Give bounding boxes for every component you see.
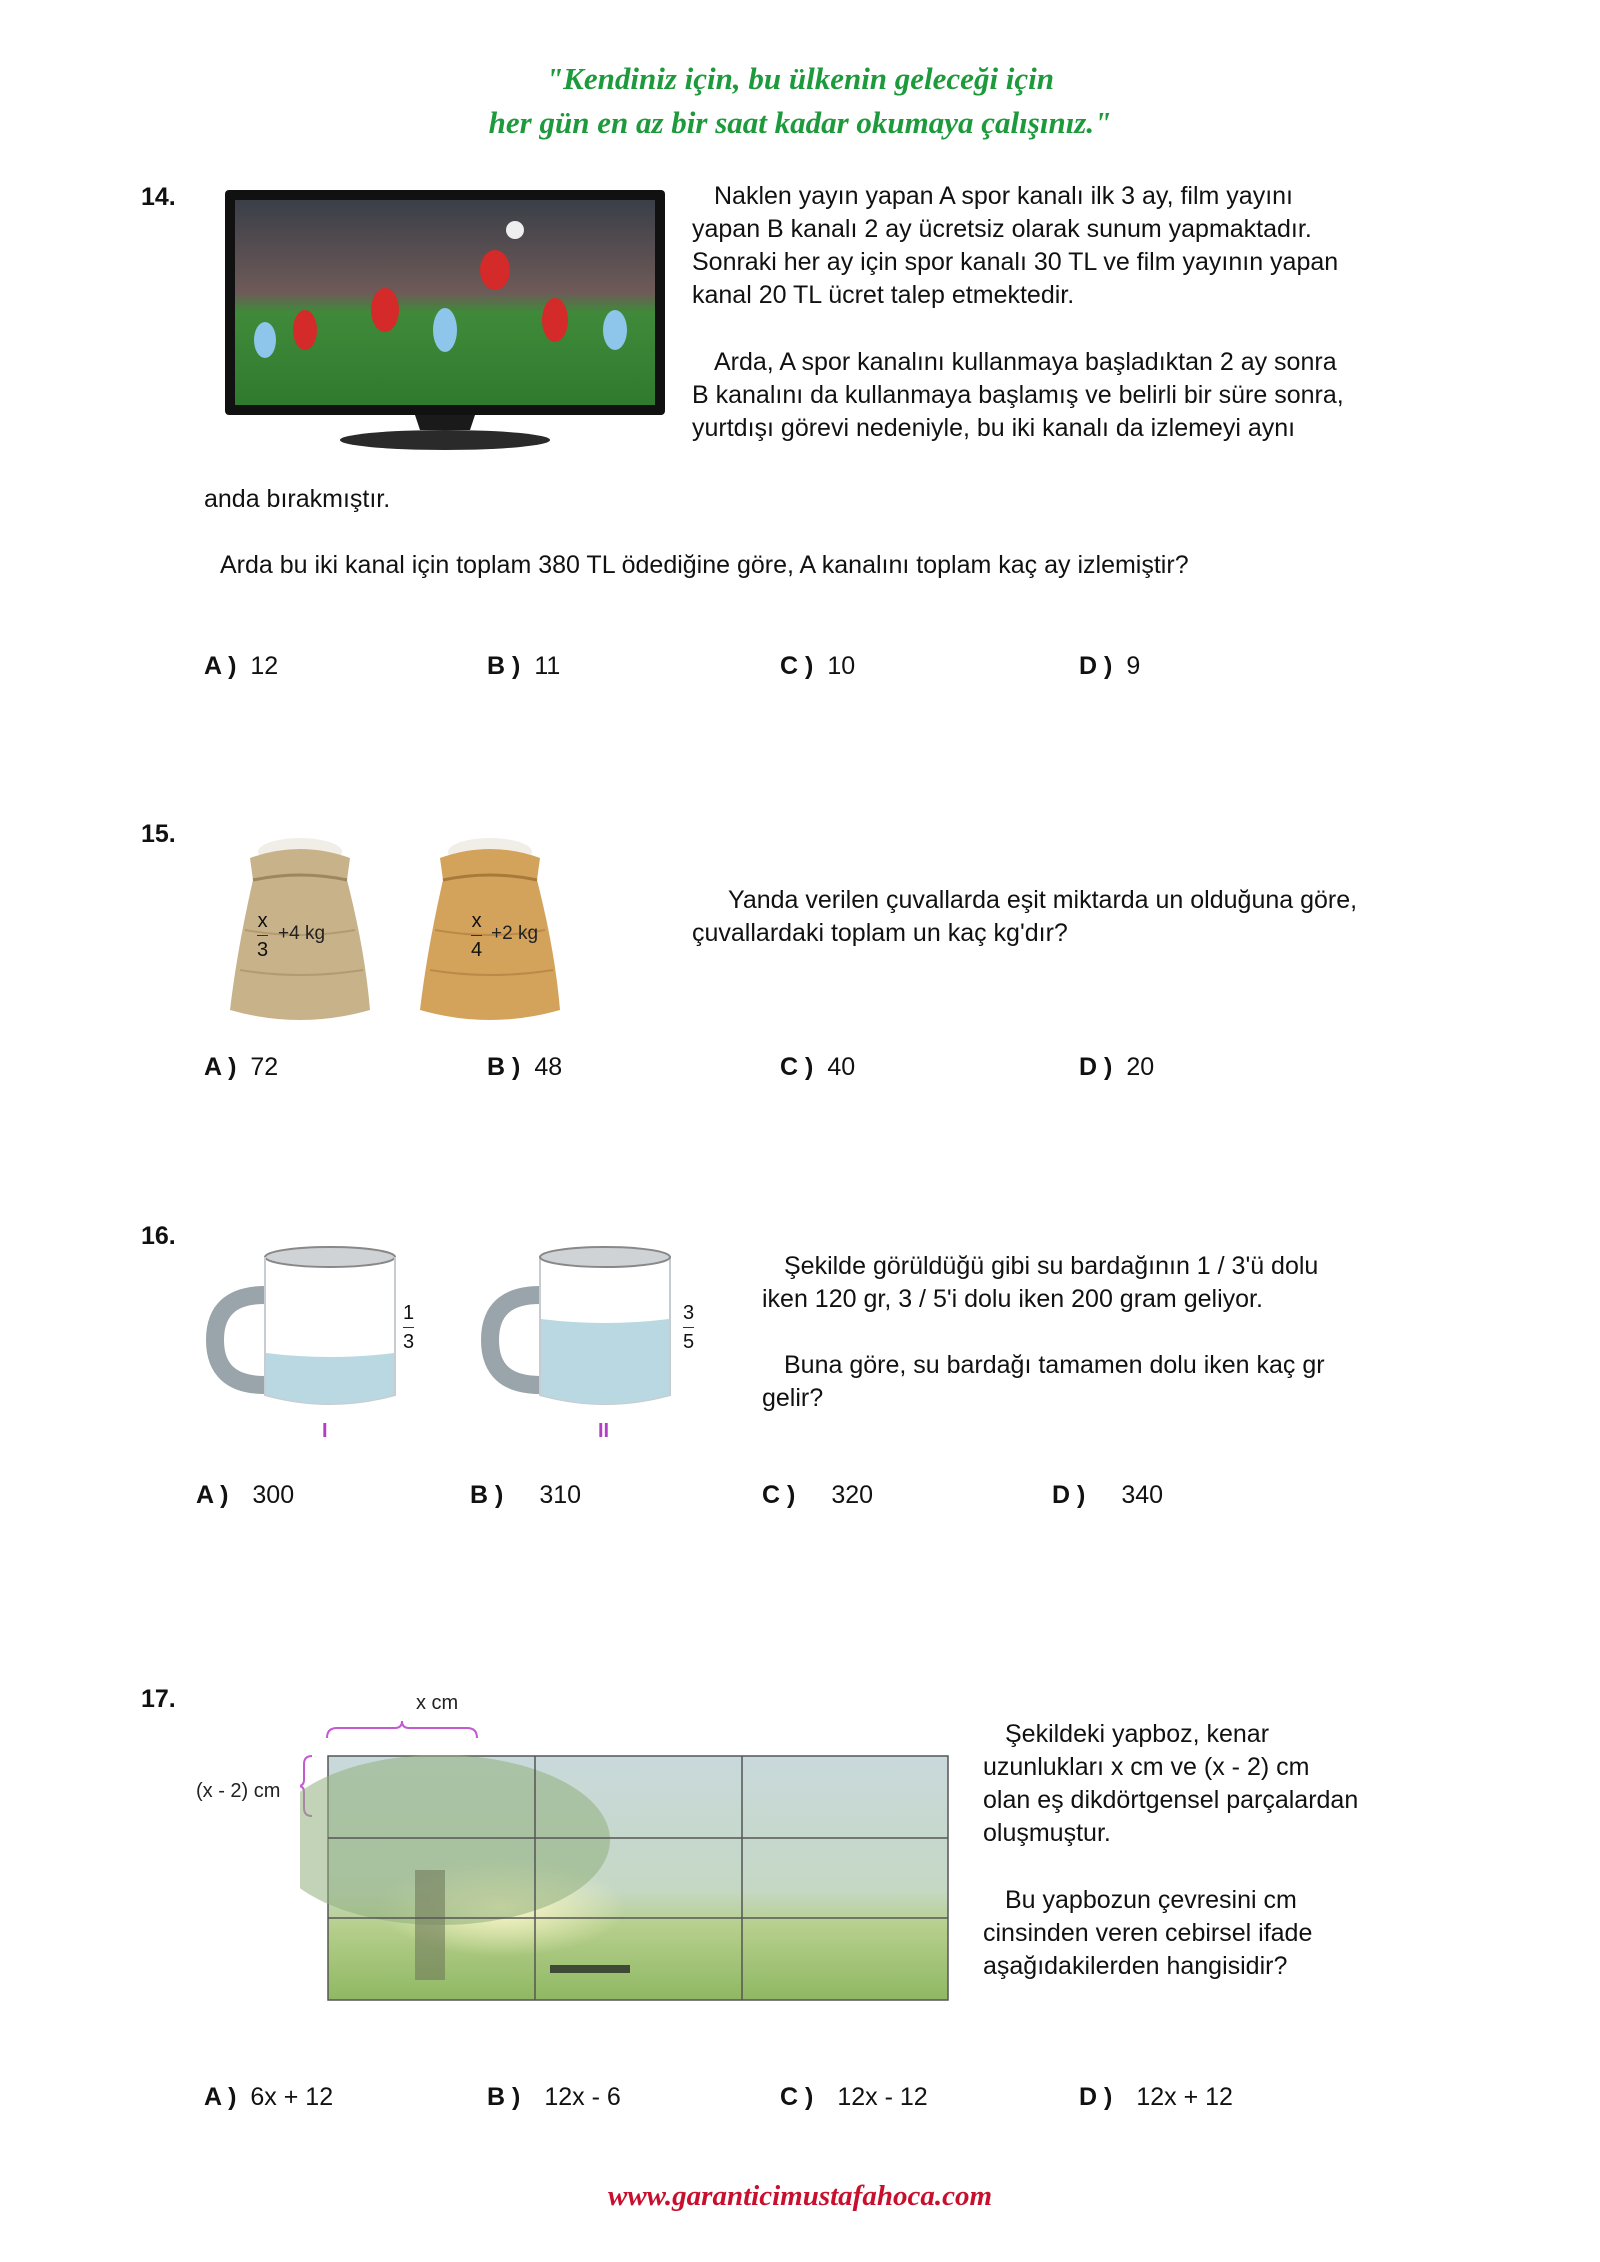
- option-letter: C ): [780, 652, 814, 680]
- option-value: 310: [539, 1481, 582, 1509]
- q17-text-2: [983, 1884, 1312, 1983]
- q14-p1-line-4: kanal 20 TL ücret talep etmektedir.: [692, 281, 1075, 309]
- q15-line-2: çuvallardaki toplam un kaç kg'dır?: [692, 919, 1068, 947]
- option-letter: B ): [470, 1481, 504, 1509]
- option-letter: A ): [196, 1481, 229, 1509]
- flour-sack-2-image: [415, 830, 565, 1030]
- question-14-number: 14.: [141, 183, 176, 211]
- q14-p1-line-1: Naklen yayın yapan A spor kanalı ilk 3 ay, film yayını: [714, 182, 1293, 210]
- option-letter: D ): [1079, 2083, 1113, 2111]
- option-value: 10: [827, 652, 856, 680]
- option-letter: B ): [487, 652, 521, 680]
- option-value: 320: [831, 1481, 874, 1509]
- mug-2-denominator: 5: [683, 1331, 695, 1353]
- q15-text: [692, 884, 1357, 950]
- q16-line-1: Şekilde görüldüğü gibi su bardağının 1 / 3'ü dolu: [784, 1252, 1319, 1280]
- q16-line-3: Buna göre, su bardağı tamamen dolu iken kaç gr: [784, 1351, 1325, 1379]
- mug-2-label: II: [598, 1420, 610, 1442]
- q14-p2-end: anda bırakmıştır.: [204, 485, 391, 513]
- option-value: 72: [250, 1053, 279, 1081]
- q14-option-c[interactable]: [780, 652, 855, 681]
- q15-option-a[interactable]: [204, 1053, 278, 1082]
- q15-option-c[interactable]: [780, 1053, 855, 1082]
- q15-line-1: Yanda verilen çuvallarda eşit miktarda un olduğuna göre,: [728, 886, 1358, 914]
- sack-1-denominator: 3: [257, 939, 269, 961]
- sack-1-numerator: x: [257, 910, 268, 932]
- q17-line-4: oluşmuştur.: [983, 1819, 1111, 1847]
- option-letter: C ): [762, 1481, 796, 1509]
- q17-option-b[interactable]: [487, 2083, 621, 2112]
- q17-text: [983, 1718, 1358, 1850]
- q17-option-c[interactable]: [780, 2083, 928, 2112]
- option-letter: D ): [1052, 1481, 1086, 1509]
- option-value: 20: [1126, 1053, 1155, 1081]
- sack-2-denominator: 4: [471, 939, 483, 961]
- question-16-number: 16.: [141, 1222, 176, 1250]
- q16-text-2: [762, 1349, 1325, 1415]
- motto-line-1: "Kendiniz için, bu ülkenin geleceği için: [545, 61, 1055, 96]
- q17-line-5: Bu yapbozun çevresini cm: [1005, 1886, 1297, 1914]
- mug-1-image: [205, 1245, 405, 1415]
- q17-line-2: uzunlukları x cm ve (x - 2) cm: [983, 1753, 1310, 1781]
- motto-line-2: her gün en az bir saat kadar okumaya çalışınız.": [488, 105, 1112, 140]
- q14-option-a[interactable]: [204, 652, 278, 681]
- q16-option-b[interactable]: [470, 1481, 581, 1510]
- question-17-number: 17.: [141, 1685, 176, 1713]
- option-value: 9: [1126, 652, 1141, 680]
- q17-line-7: aşağıdakilerden hangisidir?: [983, 1952, 1288, 1980]
- puzzle-image: [300, 1720, 960, 2005]
- option-letter: D ): [1079, 652, 1113, 680]
- height-label: (x - 2) cm: [196, 1780, 281, 1802]
- q14-paragraph-1: [692, 180, 1338, 312]
- q16-option-d[interactable]: [1052, 1481, 1163, 1510]
- q14-p1-line-2: yapan B kanalı 2 ay ücretsiz olarak sunum yapmaktadır.: [692, 215, 1312, 243]
- q17-line-3: olan eş dikdörtgensel parçalardan: [983, 1786, 1359, 1814]
- option-value: 40: [827, 1053, 856, 1081]
- q14-p2-line-2: B kanalını da kullanmaya başlamış ve belirli bir süre sonra,: [692, 381, 1344, 409]
- sack-2-suffix: +2 kg: [491, 923, 539, 944]
- q17-line-6: cinsinden veren cebirsel ifade: [983, 1919, 1313, 1947]
- mug-2-image: [480, 1245, 680, 1415]
- option-value: 12: [250, 652, 279, 680]
- q16-text: [762, 1250, 1318, 1316]
- sack-1-fraction: [257, 910, 268, 961]
- q14-question: Arda bu iki kanal için toplam 380 TL ödediğine göre, A kanalını toplam kaç ay izlemiştir?: [220, 551, 1189, 579]
- q17-line-1: Şekildeki yapboz, kenar: [1005, 1720, 1270, 1748]
- mug-1-fraction: [403, 1302, 414, 1353]
- q16-option-c[interactable]: [762, 1481, 873, 1510]
- q14-option-b[interactable]: [487, 652, 560, 681]
- tv-image: [225, 190, 665, 455]
- q14-p1-line-3: Sonraki her ay için spor kanalı 30 TL ve film yayının yapan: [692, 248, 1339, 276]
- q14-paragraph-2: [692, 346, 1344, 445]
- option-value: 11: [534, 652, 561, 680]
- q16-option-a[interactable]: [196, 1481, 294, 1510]
- q14-option-d[interactable]: [1079, 652, 1140, 681]
- option-letter: A ): [204, 1053, 237, 1081]
- q16-line-4: gelir?: [762, 1384, 824, 1412]
- q17-option-d[interactable]: [1079, 2083, 1233, 2112]
- sack-1-suffix: +4 kg: [278, 923, 326, 944]
- sack-2-fraction: [471, 910, 482, 961]
- option-letter: D ): [1079, 1053, 1113, 1081]
- option-letter: B ): [487, 2083, 521, 2111]
- option-value: 48: [534, 1053, 563, 1081]
- option-value: 12x - 6: [544, 2083, 621, 2111]
- mug-2-numerator: 3: [683, 1302, 695, 1324]
- mug-1-label: I: [322, 1420, 328, 1442]
- mug-1-denominator: 3: [403, 1331, 415, 1353]
- mug-1-numerator: 1: [403, 1302, 415, 1324]
- option-letter: C ): [780, 2083, 814, 2111]
- option-value: 340: [1121, 1481, 1164, 1509]
- q15-option-d[interactable]: [1079, 1053, 1154, 1082]
- option-letter: C ): [780, 1053, 814, 1081]
- question-15-number: 15.: [141, 820, 176, 848]
- option-letter: B ): [487, 1053, 521, 1081]
- q14-p2-line-3: yurtdışı görevi nedeniyle, bu iki kanalı da izlemeyi aynı: [692, 414, 1296, 442]
- option-value: 6x + 12: [250, 2083, 334, 2111]
- option-letter: A ): [204, 2083, 237, 2111]
- q16-line-2: iken 120 gr, 3 / 5'i dolu iken 200 gram geliyor.: [762, 1285, 1263, 1313]
- option-letter: A ): [204, 652, 237, 680]
- q17-option-a[interactable]: [204, 2083, 333, 2112]
- mug-2-fraction: [683, 1302, 694, 1353]
- q15-option-b[interactable]: [487, 1053, 562, 1082]
- width-label: x cm: [416, 1692, 459, 1714]
- sack-2-numerator: x: [471, 910, 482, 932]
- footer-url[interactable]: www.garanticimustafahoca.com: [607, 2180, 993, 2212]
- option-value: 12x + 12: [1136, 2083, 1233, 2111]
- q14-p2-line-1: Arda, A spor kanalını kullanmaya başladıktan 2 ay sonra: [714, 348, 1337, 376]
- option-value: 12x - 12: [837, 2083, 928, 2111]
- option-value: 300: [252, 1481, 295, 1509]
